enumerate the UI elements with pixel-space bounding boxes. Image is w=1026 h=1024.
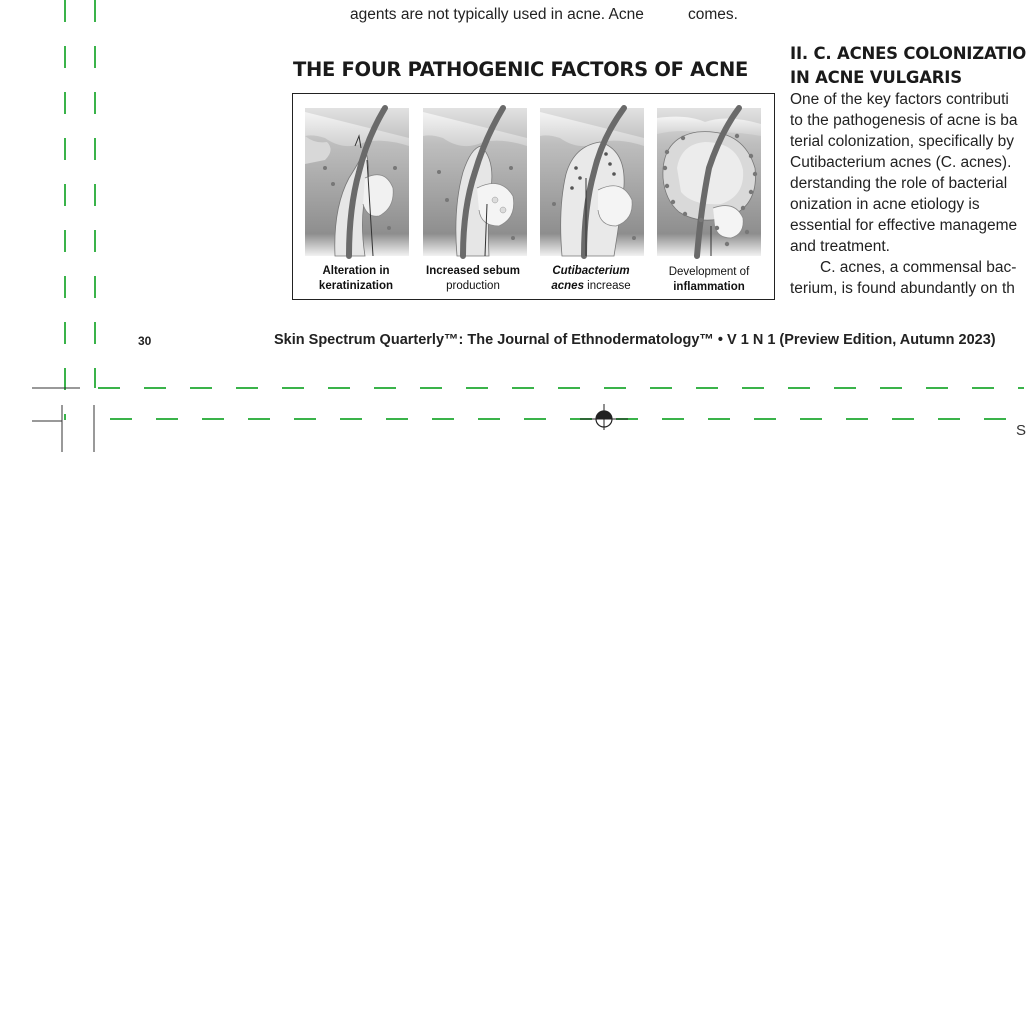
caption-line: production: [446, 280, 500, 292]
caption-keratinization: [297, 264, 415, 294]
caption-sebum: [414, 264, 532, 294]
section-heading-line: IN ACNE VULGARIS: [790, 68, 962, 87]
body-text-line: terium, is found abundantly on th: [790, 280, 1015, 297]
figure-title: THE FOUR PATHOGENIC FACTORS OF ACNE: [293, 58, 748, 81]
body-text-line: One of the key factors contributi: [790, 91, 1009, 108]
body-text-line: to the pathogenesis of acne is ba: [790, 112, 1018, 129]
body-text-line: derstanding the role of bacterial: [790, 175, 1008, 192]
page-number: 30: [138, 334, 152, 348]
body-text-line: agents are not typically used in acne. Acne: [350, 6, 644, 23]
caption-species: acnes: [551, 280, 584, 292]
body-text-line: onization in acne etiology is: [790, 196, 980, 213]
body-text-line: Cutibacterium acnes (C. acnes).: [790, 154, 1012, 171]
caption-line: keratinization: [318, 280, 394, 292]
caption-cutibacterium: [532, 264, 650, 294]
illustration-inflammation: [657, 108, 761, 256]
caption-line: Alteration in: [322, 265, 390, 277]
body-text-line: essential for effective manageme: [790, 217, 1018, 234]
caption-line: [532, 279, 650, 294]
section-paragraph: [790, 89, 1018, 299]
illustration-keratinization: [305, 108, 409, 256]
caption-line: Development of: [668, 266, 750, 278]
body-text-line: comes.: [688, 6, 738, 23]
body-text-line: and treatment.: [790, 238, 890, 255]
caption-suffix: increase: [583, 280, 631, 292]
body-text-line: C. acnes, a commensal bac-: [820, 259, 1017, 276]
journal-footer: Skin Spectrum Quarterly™: The Journal of Ethnodermatology™ • V 1 N 1 (Preview Edition, Autumn 2023): [274, 332, 996, 348]
body-text-line: terial colonization, specifically by: [790, 133, 1014, 150]
figure-pathogenic-factors: [292, 93, 775, 300]
section-heading: [790, 42, 1026, 90]
caption-line: Increased sebum: [426, 265, 520, 277]
edge-text-fragment: S: [1016, 422, 1026, 439]
section-heading-line: II. C. ACNES COLONIZATIO: [790, 44, 1026, 63]
caption-inflammation: [650, 265, 768, 295]
caption-line: inflammation: [673, 281, 745, 293]
registration-mark-icon: [580, 404, 628, 430]
caption-line: Cutibacterium: [552, 265, 630, 277]
illustration-sebum-production: [423, 108, 527, 256]
illustration-cutibacterium-increase: [540, 108, 644, 256]
